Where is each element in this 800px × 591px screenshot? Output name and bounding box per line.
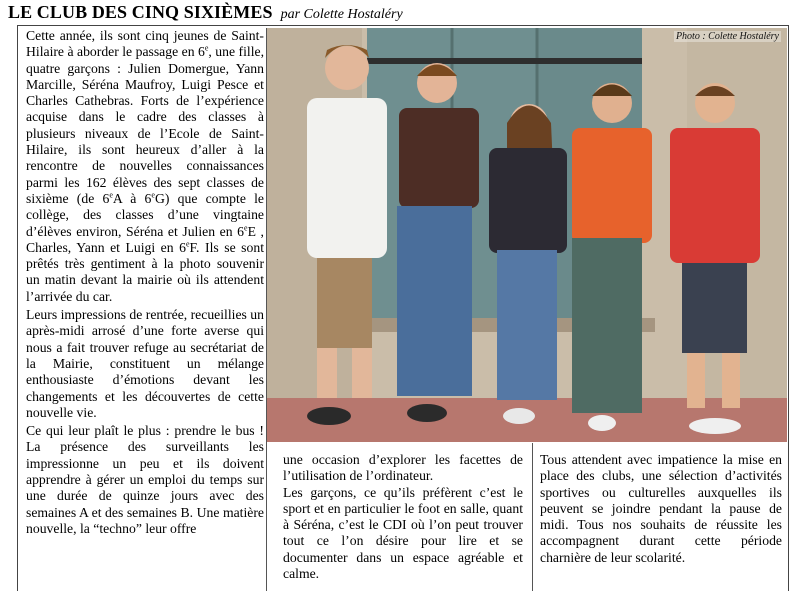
paragraph-impressions: Leurs impressions de rentrée, recueillies un après-midi arrosé d’une forte averse qui nous a fait trouver refuge au secrétariat de la Mairie, constituent un mélange enthousiaste d’émotions devant les changements et les découvertes de cette nouvelle vie. — [26, 307, 264, 420]
child-figure — [397, 63, 479, 422]
text-run: A à 6 — [112, 190, 152, 206]
text-run: , une fille, quatre garçons : Julien Domergue, Yann Marcille, Séréna Maufroy, Luigi Pesce et Charles Cathebras. Forts de l’expérience acquise dans le cadre des classes à plusieurs niveaux de l’Ecole de Saint-Hilaire, ils sont heureux d’aller à la rencontre de nouvelles connaissances parmi les 162 élèves des sept classes de sixième (de 6 — [26, 44, 264, 206]
child-figure — [572, 83, 652, 431]
superscript: e — [185, 239, 190, 249]
photo-credit: Photo : Colette Hostaléry — [675, 31, 779, 42]
paragraph-likes: Ce qui leur plaît le plus : prendre le bus ! La présence des surveillants les impressionne un peu et ils doivent apprendre à gérer un emploi du temps sur une durée de quinze jours avec des semaines A et des semaines B. Une matière nouvelle, la “techno” leur offre — [26, 423, 264, 536]
paragraph-techno: une occasion d’explorer les facettes de l’utilisation de l’ordinateur. — [283, 452, 523, 484]
text-run: Cette année, ils sont cinq jeunes de Saint-Hilaire à aborder le passage en 6 — [26, 28, 264, 60]
article-byline: par Colette Hostaléry — [280, 7, 403, 22]
article-header — [8, 2, 403, 24]
group-photo — [267, 28, 787, 442]
paragraph-clubs: Tous attendent avec impatience la mise en place des clubs, une sélection d’activités sportives ou culturelles auxquelles ils peuvent se joindre pendant la pause de midi. Tous nos souhaits de réussite les accompagnent durant cette période charnière de leur scolarité. — [540, 452, 782, 565]
superscript: e — [109, 190, 113, 200]
paragraph-preferences: Les garçons, ce qu’ils préfèrent c’est le sport et en particulier le foot en salle, quant à Séréna, c’est le CDI où l’on peut trouver tout ce l’on désire pour lire et se documenter dans un espace agréable et calme. — [283, 484, 523, 582]
text-column-3 — [540, 452, 782, 566]
superscript: e — [151, 190, 155, 200]
group-photo-illustration — [267, 28, 787, 442]
paragraph-intro — [26, 28, 264, 305]
article-title: LE CLUB DES CINQ SIXIÈMES — [8, 2, 273, 22]
text-column-2 — [283, 452, 523, 582]
child-figure — [489, 104, 567, 424]
column-divider — [532, 443, 533, 591]
text-column-1 — [26, 28, 264, 537]
text-run: F. Ils se sont prêtés très gentiment à la photo souvenir un matin devant la mairie où ils attendent l’arrivée du car. — [26, 239, 265, 304]
text-run: E , Charles, Yann et Luigi en 6 — [26, 223, 264, 255]
superscript: e — [204, 43, 209, 53]
text-run: G) que compte le collège, des classes d’une vingtaine d’élèves environ, Séréna et Julien en 6 — [26, 190, 264, 239]
superscript: e — [244, 223, 248, 232]
